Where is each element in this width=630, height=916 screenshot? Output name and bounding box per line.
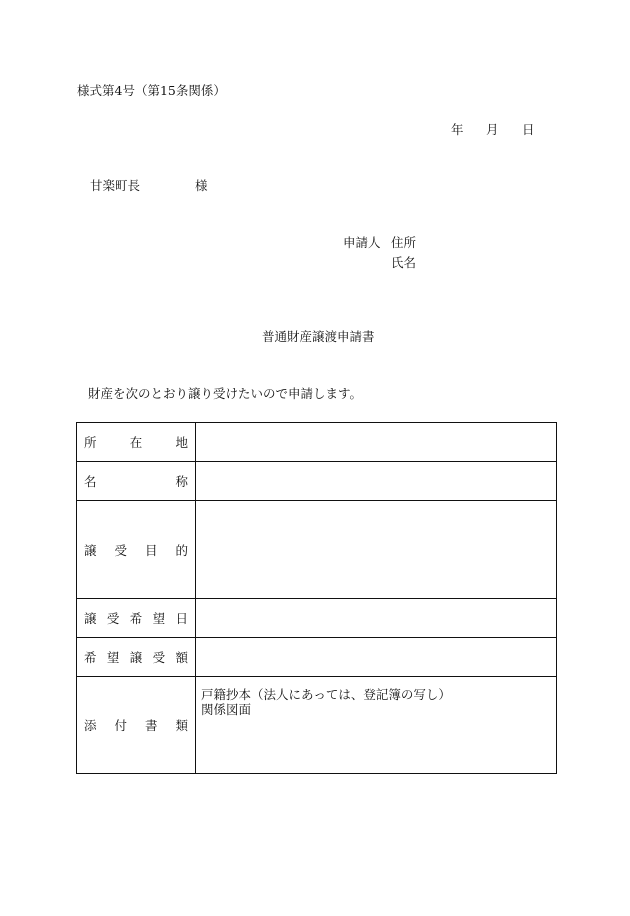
label-char: 譲 xyxy=(129,650,143,665)
label-char: 所 xyxy=(84,435,97,450)
table-row-purpose xyxy=(77,501,557,599)
location-field[interactable] xyxy=(196,423,557,462)
label-char: 目 xyxy=(144,542,158,558)
date-month-label: 月 xyxy=(486,122,499,137)
label-char: 添 xyxy=(84,718,97,733)
label-char: 望 xyxy=(106,650,120,665)
label-char: 称 xyxy=(175,474,188,489)
document-title: 普通財産譲渡申請書 xyxy=(262,329,375,344)
desired-amount-field[interactable] xyxy=(196,638,557,677)
label-char: 日 xyxy=(175,611,188,626)
label-char: 在 xyxy=(129,435,143,450)
form-number: 様式第4号（第15条関係） xyxy=(77,83,226,98)
desired-amount-label xyxy=(77,638,196,677)
label-char: 受 xyxy=(114,542,127,558)
date-day-label: 日 xyxy=(522,122,535,137)
label-char: 譲 xyxy=(84,611,97,626)
location-label xyxy=(77,423,196,462)
label-char: 地 xyxy=(175,435,188,450)
label-char: 名 xyxy=(84,474,97,489)
label-char: 受 xyxy=(106,611,120,626)
addressee-suffix: 様 xyxy=(195,178,208,193)
attachments-field xyxy=(196,677,557,774)
desired-date-label xyxy=(77,599,196,638)
label-char: 額 xyxy=(175,650,188,665)
label-char: 的 xyxy=(175,542,188,558)
intro-text: 財産を次のとおり譲り受けたいので申請します。 xyxy=(88,386,363,401)
table-row-desired-date xyxy=(77,599,557,638)
label-char: 付 xyxy=(114,718,127,733)
table-row-name xyxy=(77,462,557,501)
attachment-item: 関係図面 xyxy=(201,702,252,717)
date-year-label: 年 xyxy=(451,122,464,137)
property-name-label xyxy=(77,462,196,501)
attachment-item: 戸籍抄本（法人にあっては、登記簿の写し） xyxy=(201,687,451,702)
desired-date-field[interactable] xyxy=(196,599,557,638)
applicant-address-label: 住所 xyxy=(391,235,417,250)
addressee-name: 甘楽町長 xyxy=(90,178,141,193)
purpose-field[interactable] xyxy=(196,501,557,599)
applicant-label: 申請人 xyxy=(343,235,381,250)
label-char: 譲 xyxy=(84,542,97,558)
label-char: 希 xyxy=(129,611,143,626)
label-char: 受 xyxy=(152,650,166,665)
applicant-name-label: 氏名 xyxy=(391,255,417,270)
attachments-label xyxy=(77,677,196,774)
table-row-location xyxy=(77,423,557,462)
application-form-table xyxy=(76,422,557,774)
property-name-field[interactable] xyxy=(196,462,557,501)
label-char: 書 xyxy=(144,718,158,733)
table-row-attachments xyxy=(77,677,557,774)
purpose-label xyxy=(77,501,196,599)
table-row-desired-amount xyxy=(77,638,557,677)
label-char: 類 xyxy=(175,718,188,733)
label-char: 希 xyxy=(84,650,97,665)
label-char: 望 xyxy=(152,611,166,626)
